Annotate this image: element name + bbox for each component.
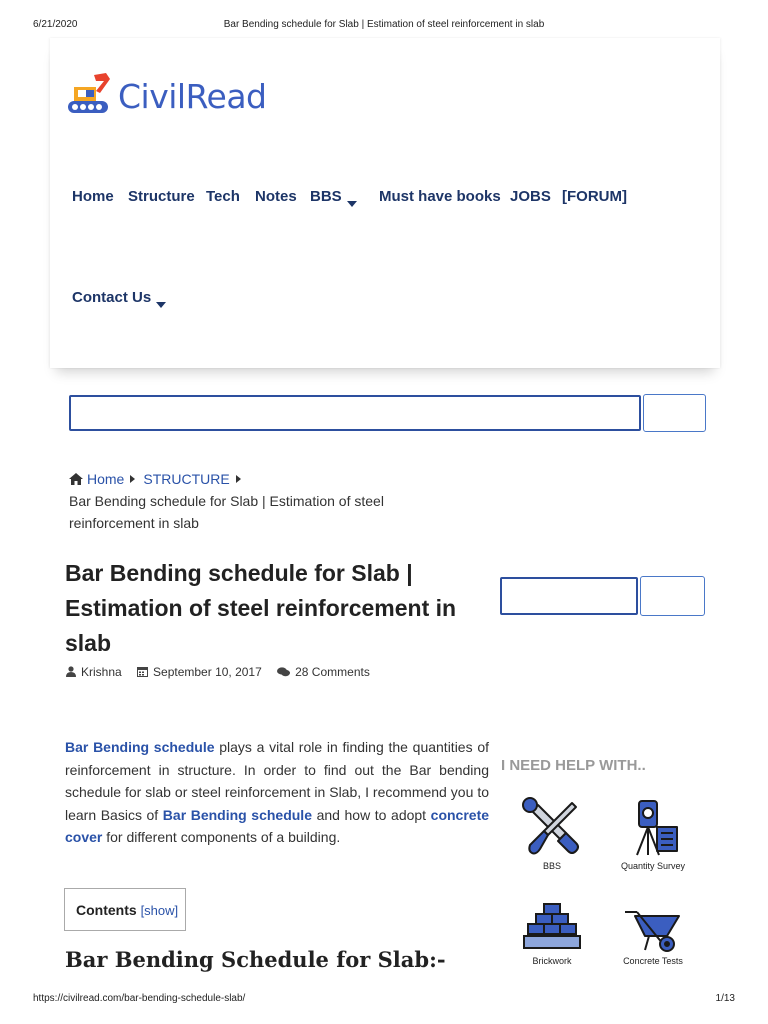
- post-author[interactable]: Krishna: [81, 665, 122, 679]
- help-tile-brickwork-label: Brickwork: [532, 956, 572, 966]
- bbs-basics-link[interactable]: Bar Bending schedule: [162, 806, 312, 823]
- breadcrumb-structure-link[interactable]: STRUCTURE: [143, 471, 230, 487]
- wrench-screwdriver-icon: [522, 797, 582, 859]
- help-heading: I NEED HELP WITH..: [501, 757, 646, 774]
- home-icon: [69, 473, 83, 485]
- section-heading: Bar Bending Schedule for Slab:-: [65, 947, 446, 972]
- comments-icon: [277, 667, 290, 677]
- help-tile-bbs[interactable]: [497, 797, 607, 871]
- concrete-cover-link[interactable]: concrete cover: [65, 806, 490, 845]
- chevron-down-icon: [156, 302, 166, 308]
- print-page-number: 1/13: [715, 993, 735, 1004]
- print-date: 6/21/2020: [33, 19, 78, 30]
- site-header: [50, 38, 720, 368]
- wheelbarrow-icon: [623, 906, 683, 954]
- nav-contact-us[interactable]: [72, 289, 166, 308]
- theodolite-icon: [623, 797, 683, 859]
- post-title: Bar Bending schedule for Slab | Estimation of steel reinforcement in slab: [65, 560, 457, 656]
- intro-paragraph: [65, 736, 489, 849]
- print-title: Bar Bending schedule for Slab | Estimation of steel reinforcement in slab: [223, 19, 545, 30]
- chevron-right-icon: [236, 475, 241, 483]
- user-icon: [66, 666, 76, 677]
- post-meta: [66, 665, 382, 679]
- nav-notes[interactable]: Notes: [255, 188, 297, 205]
- print-header: [0, 0, 768, 36]
- table-of-contents: [64, 888, 186, 931]
- calendar-icon: [137, 666, 148, 677]
- site-name: CivilRead: [118, 76, 267, 116]
- nav-contact-us-label: Contact Us: [72, 289, 152, 306]
- intro-text-2: and how to adopt: [312, 806, 431, 823]
- sidebar-search-input[interactable]: [500, 577, 638, 615]
- nav-structure[interactable]: Structure: [128, 188, 195, 205]
- breadcrumb-current: Bar Bending schedule for Slab | Estimation of steel reinforcement in slab: [69, 493, 384, 531]
- nav-forum[interactable]: [FORUM]: [562, 188, 627, 205]
- help-tile-bbs-label: BBS: [542, 861, 561, 871]
- nav-tech[interactable]: Tech: [206, 188, 240, 205]
- toc-show-toggle[interactable]: [show]: [140, 903, 179, 918]
- help-tile-brickwork[interactable]: [497, 902, 607, 966]
- chevron-right-icon: [130, 475, 135, 483]
- search-button[interactable]: [643, 394, 706, 432]
- nav-must-have-books[interactable]: Must have books: [379, 188, 501, 205]
- search-input[interactable]: [69, 395, 641, 431]
- post-comments-link[interactable]: 28 Comments: [295, 665, 370, 679]
- intro-text-3: for different components of a building.: [102, 829, 341, 845]
- breadcrumb: [69, 468, 429, 534]
- help-tile-quantity-survey-label: Quantity Survey: [620, 861, 686, 871]
- nav-home[interactable]: Home: [72, 188, 114, 205]
- nav-bbs[interactable]: [310, 188, 357, 207]
- nav-bbs-label: BBS: [310, 188, 342, 205]
- site-logo[interactable]: [66, 68, 267, 124]
- chevron-down-icon: [347, 201, 357, 207]
- nav-jobs[interactable]: JOBS: [510, 188, 551, 205]
- excavator-logo-icon: [66, 71, 116, 121]
- intro-text-1: plays a vital role in finding the quantities of reinforcement in structure. In order to find out the Bar bending schedule for slab or steel reinforcement in Slab, I recommend you to learn Basics of: [65, 739, 490, 823]
- breadcrumb-home-link[interactable]: Home: [87, 471, 125, 487]
- bbs-link[interactable]: Bar Bending schedule: [65, 739, 215, 755]
- toc-title: Contents: [76, 902, 137, 918]
- post-date: September 10, 2017: [153, 665, 262, 679]
- sidebar-search-button[interactable]: [640, 576, 705, 616]
- help-tile-concrete-tests[interactable]: [598, 906, 708, 966]
- help-tile-quantity-survey[interactable]: [598, 797, 708, 871]
- print-url: https://civilread.com/bar-bending-schedule-slab/: [33, 993, 246, 1004]
- help-tile-concrete-tests-label: Concrete Tests: [623, 956, 683, 966]
- brick-wall-icon: [522, 902, 582, 954]
